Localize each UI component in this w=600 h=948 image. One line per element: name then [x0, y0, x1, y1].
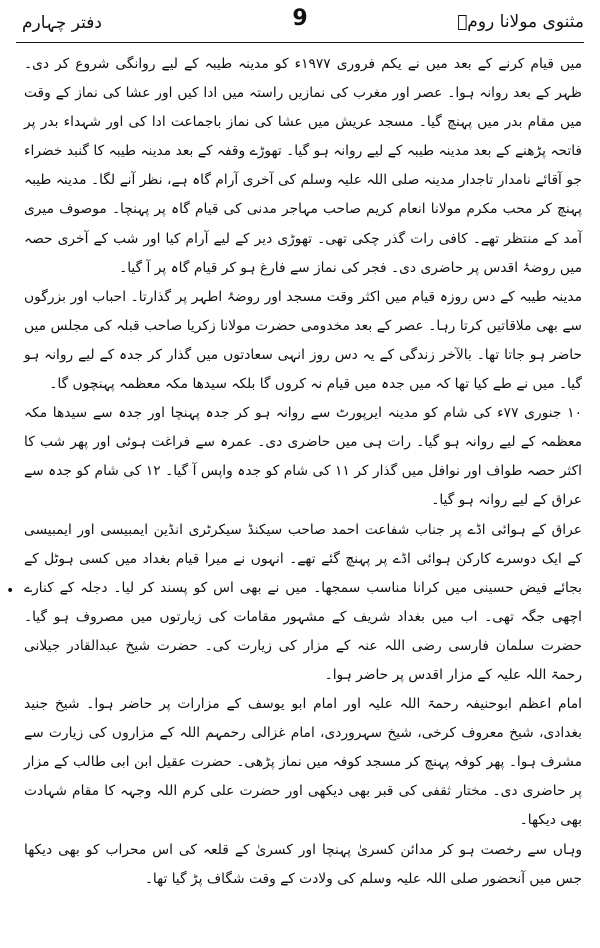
header-rule — [16, 42, 584, 43]
paragraph: امام اعظم ابوحنیفہ رحمۃ اللہ علیہ اور امام ابو یوسف کے مزارات پر حاضر ہوا۔ شیخ جنید بغدادی، شیخ معروف کرخی، شیخ سہروردی، امام غزالی رحمہم اللہ کے مزاروں کی زیارت سے مشرف ہوا۔ پھر کوفہ پہنچ کر مسجد کوفہ میں نماز پڑھی۔ حضرت عقیل ابن ابی طالب کے مزار پر حاضری دی۔ مختار ثقفی کی قبر بھی دیکھی اور حضرت علی کرم اللہ وجہہ کا مقام شہادت بھی دیکھا۔ — [24, 696, 582, 829]
paragraph: ۱۰ جنوری ۷۷ء کی شام کو مدینہ ایرپورٹ سے روانہ ہو کر جدہ پہنچا اور جدہ سے سیدھا مکہ معظمہ کے لیے روانہ ہو گیا۔ رات ہی میں حاضری دی۔ عمرہ سے فراغت ہوئی اور پھر شب کا اکثر حصہ طواف اور نوافل میں گذار کر ۱۱ کی شام کو جدہ واپس آ گیا۔ ۱۲ کی شام کو جدہ سے عراق کے لیے روانہ ہو گیا۔ — [24, 405, 582, 509]
margin-dot: • — [6, 583, 15, 599]
page-number: 9 — [292, 6, 308, 31]
running-title-right: مثنوی مولانا رومؒ — [457, 12, 584, 32]
paragraph: وہاں سے رخصت ہو کر مدائن کسریٰ پہنچا اور کسریٰ کے قلعہ کی اس محراب کو بھی دیکھا جس میں آنحضور صلی اللہ علیہ وسلم کی ولادت کے وقت شگاف پڑ گیا تھا۔ — [24, 841, 582, 887]
page-header — [16, 6, 584, 46]
running-title-left: دفتر چہارم — [22, 13, 102, 33]
page-body — [24, 50, 582, 948]
paragraph: مدینہ طیبہ کے دس روزہ قیام میں اکثر وقت مسجد اور روضۂ اطہر پر گذارتا۔ احباب اور بزرگوں سے بھی ملاقاتیں کرتا رہا۔ عصر کے بعد مخدومی حضرت مولانا زکریا صاحب قبلہ کی مجلس میں حاضر ہو جاتا تھا۔ بالآخر زندگی کے یہ دس روز انہی سعادتوں میں گذار کر جدہ کے لیے روانہ ہو گیا۔ میں نے طے کیا تھا کہ میں جدہ میں قیام نہ کروں گا بلکہ سیدھا مکہ معظمہ پہنچوں گا۔ — [24, 288, 582, 393]
paragraph: عراق کے ہوائی اڈے پر جناب شفاعت احمد صاحب سیکنڈ سیکرٹری انڈین ایمبیسی اور ایمبیسی کے ایک دوسرے کارکن ہوائی اڈے پر پہنچ گئے تھے۔ انہوں نے میرا قیام بغداد میں کسی ہوٹل کے بجائے فیض حسینی میں کرانا مناسب سمجھا۔ میں نے بھی اس کو پسند کر لیا۔ دجلہ کے کنارے اچھی جگہ تھی۔ اب میں بغداد شریف کے مشہور مقامات کی زیارتوں میں مصروف ہو گیا۔ حضرت سلمان فارسی رضی اللہ عنہ کے مزار کی زیارت کی۔ حضرت شیخ عبدالقادر جیلانی رحمۃ اللہ علیہ کے مزار اقدس پر حاضر ہوا۔ — [24, 521, 582, 683]
paragraph: میں قیام کرنے کے بعد میں نے یکم فروری ۱۹۷۷ء کو مدینہ طیبہ کے لیے روانگی شروع کر دی۔ ظہر کے بعد روانہ ہوا۔ عصر اور مغرب کی نمازیں راستہ میں ادا کیں اور عشا کی نماز کے وقت میں مقام بدر میں پہنچ گیا۔ مسجد عریش میں عشا کی نماز باجماعت ادا کی اور شہداء بدر پر فاتحہ پڑھنے کے بعد مدینہ طیبہ کے لیے روانہ ہو گیا۔ تھوڑے وقفہ کے بعد مدینہ طیبہ کا گنبد خضراء جو آقائے نامدار تاجدار مدینہ صلی اللہ علیہ وسلم کی آخری آرام گاہ ہے، نظر آنے لگا۔ مدینہ طیبہ پہنچ کر محب مکرم مولانا انعام کریم صاحب مہاجر مدنی کی قیام گاہ پر پہنچا۔ موصوف میری آمد کے منتظر تھے۔ کافی رات گذر چکی تھی۔ تھوڑی دیر کے لیے آرام کیا اور شب کے آخری حصہ میں روضۂ اقدس پر حاضری دی۔ فجر کی نماز سے فارغ ہو کر قیام گاہ پر آ گیا۔ — [24, 56, 582, 276]
